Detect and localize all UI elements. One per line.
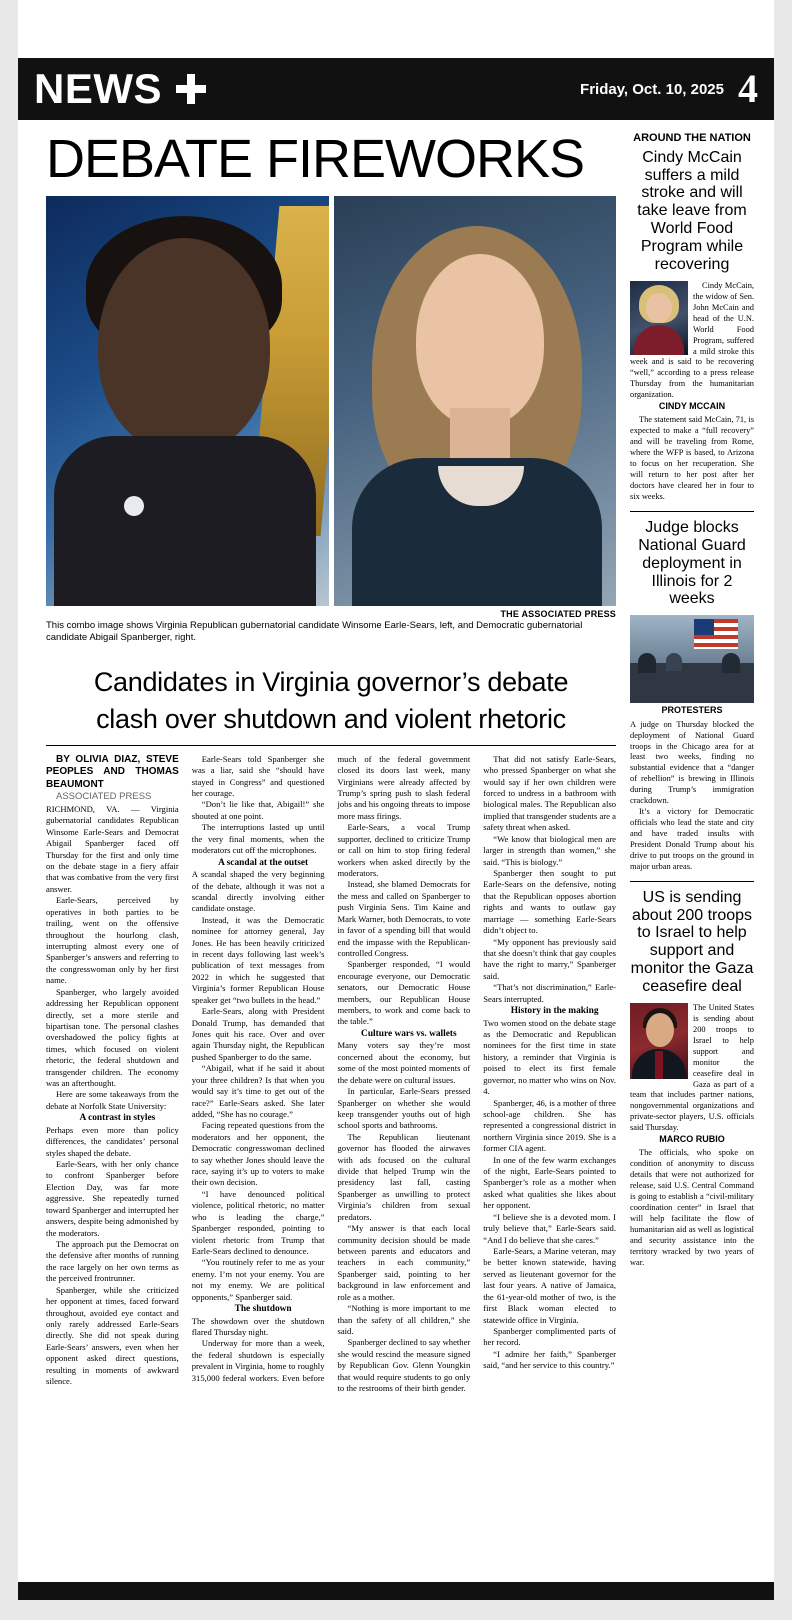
portrait-face — [416, 254, 544, 426]
article-body — [46, 754, 616, 1395]
paragraph: Earle-Sears, a Marine veteran, may be better known statewide, having served as lieutenant governor for the last four years. A native of Jamaica, the 61-year-old mother of two, is the first Black woman elected to statewide office in Virginia. — [483, 1246, 616, 1325]
paragraph: “That’s not discrimination,” Earle-Sears interrupted. — [483, 982, 616, 1004]
divider — [630, 881, 754, 882]
paragraph: RICHMOND, VA. — Virginia gubernatorial candidates Republican Winsome Earle-Sears and Democrat Abigail Spanberger faced off Thursday for the first and only time on the debate stage in a fiery affair that was combative from the very first answer. — [46, 803, 179, 894]
photo-earle-sears — [46, 196, 329, 606]
subhead-shutdown: The shutdown — [234, 1304, 292, 1315]
paragraph: Many voters say they’re most concerned about the economy, but some of the most pointed moments of the debate were on cultural issues. — [337, 1040, 471, 1085]
paragraph: Perhaps even more than policy differences, the candidates’ personal styles shaped the debate. — [46, 1124, 179, 1158]
paragraph: Spanberger then sought to put Earle-Sears on the defensive, noting that the Republican opposes abortion rights and wants to outlaw gay marriage — something Earle-Sears didn’t object to. — [483, 868, 616, 936]
paragraph: Spanberger, while she criticized her opponent at times, faced forward throughout, avoided eye contact and only rarely addressed Earle-Sears directly. She did not speak during Earle-Sears’ answers, even when her opponent asked direct questions, resulting in moments of awkward silence. — [46, 1284, 179, 1387]
paragraph: “We know that biological men are larger in strength than women,” she said. “This is biology.” — [483, 833, 616, 867]
subhead-culture: Culture wars vs. wallets — [361, 1028, 457, 1039]
main-article — [46, 129, 616, 1394]
paragraph: In one of the few warm exchanges of the night, Earle-Sears pointed to Spanberger’s role as a mother when asked what qualities she likes about her opponent. — [483, 1154, 616, 1211]
masthead-title: NEWS — [34, 65, 162, 112]
paragraph: “I believe she is a devoted mom. I truly believe that,” Earle-Sears said. “And I do believe that she cares.” — [483, 1211, 616, 1245]
paragraph: Earle-Sears told Spanberger she was a liar, said she “should have stayed in Congress” and questioned her courage. — [191, 753, 325, 799]
paragraph: The officials, who spoke on condition of anonymity to discuss details that were not authorized for release, said U.S. Central Command is going to establish a “civil-military coordination center” in Israel that will help facilitate the flow of humanitarian aid as well as logistical and security assistance into the territory wracked by two years of war. — [630, 1148, 754, 1267]
paragraph: “My answer is that each local community decision should be made between parents and educators and teachers in each community,” Spanberger said, pointing to her background in law enforcement and role as a mother. — [337, 1223, 471, 1302]
paragraph: The approach put the Democrat on the defensive after months of running the race largely on her own terms as the perceived frontrunner. — [46, 1239, 179, 1284]
paragraph: Here are some takeaways from the debate at Norfolk State University: — [46, 1089, 179, 1111]
divider — [630, 511, 754, 512]
photo-label-protesters: PROTESTERS — [661, 705, 723, 716]
paragraph: The statement said McCain, 71, is expected to make a “full recovery” and will be traveling from Rome, where the WFP is based, to Arizona to focus on her recuperation. She will return to her post after her doctors have cleared her in four to six weeks. — [630, 415, 754, 501]
paragraph: “My opponent has previously said that she doesn’t think that gay couples have the right to marry,” Spanberger said. — [483, 936, 616, 981]
paragraph: Instead, she blamed Democrats for the mess and called on Spanberger to push Virginia Sens. Tim Kaine and Mark Warner, both Democrats, to vote in favor of a spending bill that would end the impasse with the Republican-controlled Congress. — [337, 879, 471, 958]
footer-bar — [18, 1582, 774, 1600]
paragraph: It’s a victory for Democratic officials who lead the state and city and have traded insults with President Donald Trump about his drive to put troops on the ground in major urban areas. — [630, 807, 754, 871]
paragraph: Spanberger complimented parts of her record. — [483, 1325, 616, 1348]
subhead-contrast: A contrast in styles — [79, 1113, 156, 1124]
photo-protesters — [630, 615, 754, 703]
photo-credit: THE ASSOCIATED PRESS — [500, 609, 616, 619]
portrait-tie — [655, 1051, 663, 1079]
paragraph: Spanberger responded, “I would encourage everyone, our Democratic senators, our Democratic House members, our Republican House members, to work and come back to the table.” — [337, 959, 471, 1027]
paragraph: “I have denounced political violence, political rhetoric, no matter who is leading the charge,” Spanberger responded, pointing to violent rhetoric from Trump that Earle-Sears declined to denounce. — [191, 1188, 325, 1256]
paragraph: “I admire her faith,” Spanberger said, “and her service to this country.” — [483, 1348, 616, 1371]
byline-organization: ASSOCIATED PRESS — [56, 791, 152, 803]
rail-headline-mccain: Cindy McCain suffers a mild stroke and will take leave from World Food Program while recovering — [637, 148, 747, 274]
rail-headline-illinois: Judge blocks National Guard deployment in Illinois for 2 weeks — [638, 518, 746, 608]
paragraph: Earle-Sears, perceived by operatives in both parties to be trailing, went on the offensive throughout the hourlong clash, interrupting almost every one of Spanberger’s answers and referring to the congresswoman only by her first name. — [46, 895, 179, 986]
page-title: DEBATE FIREWORKS — [46, 129, 585, 189]
subhead-scandal: A scandal at the outset — [218, 857, 309, 868]
paragraph: The United States is sending about 200 troops to Israel to help support and monitor the ceasefire deal in Gaza as part of a team that includes partner nations, nongovernmental organizations and private-sector players, U.S. officials said Thursday. — [630, 1003, 754, 1133]
sidebar-around-the-nation — [630, 132, 754, 1269]
portrait-body — [54, 436, 316, 606]
portrait-face — [98, 238, 270, 453]
paragraph: A judge on Thursday blocked the deployment of National Guard troops in the Chicago area for at least two weeks, finding no substantial evidence that a “danger of rebellion” is brewing in Illinois during Trump’s immigration crackdown. — [630, 719, 754, 806]
portrait-face — [646, 1013, 674, 1047]
paragraph: Spanberger, who largely avoided addressing her Republican opponent directly, set a more sterile and bipartisan tone. The personal clashes overshadowed the policy fights at times, which focused on violent rhetoric, the federal shutdown and transgender children. The economy was an afterthought. — [46, 986, 179, 1089]
paragraph: Spanberger, 46, is a mother of three school-age children. She has represented a congressional district in northern Virginia since 2019. She is a former CIA agent. — [483, 1097, 616, 1154]
plus-icon — [176, 74, 206, 104]
lapel-pin — [124, 496, 144, 516]
photo-spanberger — [334, 196, 617, 606]
paragraph: The interruptions lasted up until the very final moments, when the moderators cut off the microphones. — [191, 822, 325, 856]
paragraph: Spanberger declined to say whether she would rescind the measure signed by Republican Gov. Glenn Youngkin that would require students to go only to the restrooms of their birth gender. — [337, 1337, 471, 1394]
paragraph: Earle-Sears, with her only chance to confront Spanberger before Election Day, was far more aggressive. She repeatedly turned toward Spanberger and interrupted her answers, despite being admonished by the moderators. — [46, 1159, 179, 1238]
paragraph: Earle-Sears, a vocal Trump supporter, declined to criticize Trump or call on him to stop firing federal workers when asked directly by the moderators. — [337, 822, 471, 878]
subhead-history: History in the making — [510, 1006, 599, 1017]
article-deck-line2: clash over shutdown and violent rhetoric — [96, 703, 566, 734]
photo-cindy-mccain — [630, 281, 688, 355]
photo-caption: This combo image shows Virginia Republican gubernatorial candidate Winsome Earle-Sears, left, and Democratic gubernatorial candidate Abigail Spanberger, right. — [46, 620, 583, 644]
combo-photo — [46, 196, 616, 606]
paragraph: The Republican lieutenant governor has flooded the airwaves with ads focused on the cultural divide that helped Trump win the presidency last fall, casting Spanberger as unwilling to protect Virginia’s children from sexual predators. — [337, 1131, 471, 1222]
paragraph: Facing repeated questions from the moderators and her opponent, the Democratic congresswoman declined to say whether Jones should leave the race, saying it’s up to voters to make their own decision. — [191, 1120, 325, 1188]
divider — [46, 745, 616, 746]
photo-label-cindy-mccain: CINDY MCCAIN — [658, 401, 726, 412]
byline: BY OLIVIA DIAZ, STEVE PEOPLES AND THOMAS BEAUMONT — [46, 753, 179, 790]
paragraph: In particular, Earle-Sears pressed Spanberger on whether she would keep transgender youths out of high school sports and bathrooms. — [337, 1086, 471, 1131]
crowd-head — [638, 653, 656, 673]
masthead — [18, 58, 774, 120]
photo-marco-rubio — [630, 1003, 688, 1079]
page-number: 4 — [738, 66, 758, 111]
paragraph: “You routinely refer to me as your enemy. I’m not your enemy. You are not my enemy. We are political opponents,” Spanberger said. — [191, 1257, 325, 1302]
paragraph: Instead, it was the Democratic nominee for attorney general, Jay Jones. He has been heavily criticized in recent days following last week’s publication of text messages from 2022 in which he suggested that Virginia’s former Republican House speaker get “two bullets in the head.” — [191, 914, 325, 1005]
paragraph: “Abigail, what if he said it about your three children? Is that when you would say it’s time to get out of the race?” Earle-Sears asked. She later added, “She has no courage.” — [191, 1063, 325, 1119]
portrait-body — [634, 325, 684, 355]
paragraph: “Don’t lie like that, Abigail!” she shouted at one point. — [191, 799, 325, 821]
us-flag-icon — [694, 619, 738, 649]
paragraph: The showdown over the shutdown flared Thursday night. — [191, 1315, 325, 1338]
photo-label-marco-rubio: MARCO RUBIO — [659, 1134, 725, 1145]
article-deck-line1: Candidates in Virginia governor’s debate — [93, 666, 569, 697]
rail-headline-gaza: US is sending about 200 troops to Israel to help support and monitor the Gaza ceasefire deal — [630, 888, 754, 996]
paragraph: That did not satisfy Earle-Sears, who pressed Spanberger on what she would say if her own children were forced to undress in a bathroom with biological males. The Republican also implied that transgender students are a safety threat when asked. — [483, 753, 616, 833]
paragraph: A scandal shaped the very beginning of the debate, although it was not a scandal directly involving either candidate onstage. — [191, 869, 325, 914]
rail-kicker: AROUND THE NATION — [633, 132, 751, 144]
portrait-face — [646, 293, 672, 323]
paragraph: “Nothing is more important to me than the safety of all children,” she said. — [337, 1303, 471, 1336]
paragraph: Earle-Sears, along with President Donald Trump, has demanded that Jones quit his race. Over and over again Thursday night, the Republican pushed Spanberger to do the same. — [191, 1006, 325, 1062]
paragraph: Underway for more than a week, the federal shutdown is especially prevalent in Virginia, home to roughly 315,000 federal workers. Even before much of the federal government closed its doors last week, many Virginians were already affected by Trump’s spring push to slash federal jobs and his ongoing threats to impose more mass firings. — [191, 753, 471, 1383]
crowd-head — [666, 653, 682, 671]
crowd-head — [722, 653, 740, 673]
paragraph: Two women stood on the debate stage as the Democratic and Republican nominees for the first time in state history, a reminder that Virginia is poised to elect its first female governor, no matter who wins on Nov. 4. — [483, 1017, 616, 1097]
paragraph: Cindy McCain, the widow of Sen. John McCain and head of the U.N. World Food Program, suffered a mild stroke this week and is said to be recovering “well,” according to a press release Thursday from the humanitarian organization. — [630, 280, 754, 400]
masthead-date: Friday, Oct. 10, 2025 — [580, 80, 724, 98]
